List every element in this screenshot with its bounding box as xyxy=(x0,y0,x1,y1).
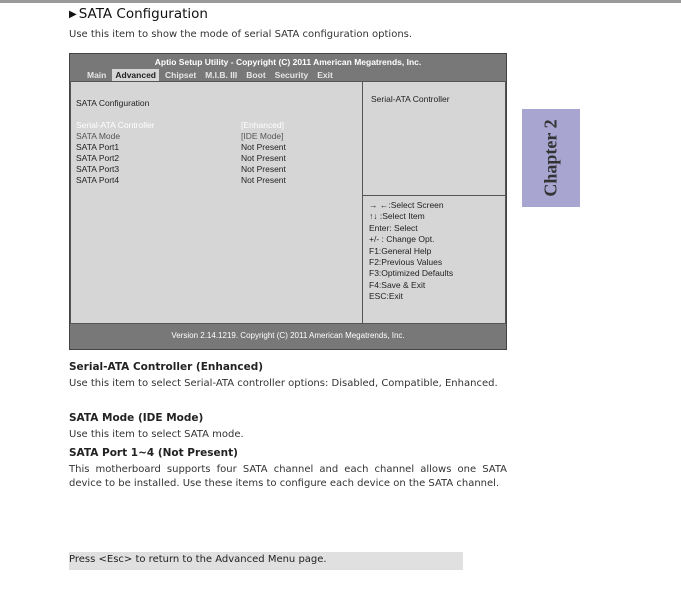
key-help-item: → ←:Select Screen xyxy=(369,200,444,210)
page-heading xyxy=(69,6,208,22)
bios-footer xyxy=(70,324,506,349)
bios-help-panel xyxy=(362,81,506,324)
desc-title-controller: Serial-ATA Controller (Enhanced) xyxy=(69,361,264,373)
bios-version: Version 2.14.1219. Copyright (C) 2011 American Megatrends, Inc. xyxy=(171,331,405,340)
key-help-item: F2:Previous Values xyxy=(369,257,443,268)
option-value: Not Present xyxy=(241,142,286,152)
bios-header xyxy=(70,54,506,81)
help-divider xyxy=(363,195,505,196)
page-heading-text: SATA Configuration xyxy=(78,6,208,22)
key-help-item: +/- : Change Opt. xyxy=(369,234,435,245)
key-help-item: F1:General Help xyxy=(369,245,432,256)
bios-tab-bar xyxy=(84,69,339,81)
key-help-item: F3:Optimized Defaults xyxy=(369,268,454,279)
desc-title-sata-mode: SATA Mode (IDE Mode) xyxy=(69,412,204,424)
bios-tab-main[interactable]: Main xyxy=(87,70,107,80)
desc-title-sata-port: SATA Port 1~4 (Not Present) xyxy=(69,447,238,459)
option-sata-port1 xyxy=(76,142,356,153)
top-rule xyxy=(0,0,681,3)
option-label: SATA Mode xyxy=(76,131,121,141)
option-value: [Enhanced] xyxy=(241,120,285,130)
key-help-list xyxy=(369,200,453,303)
key-help-item: F4:Save & Exit xyxy=(369,279,426,290)
desc-body-sata-port: This motherboard supports four SATA channel and each channel allows one SATA device to be installed. Use these items to configure each device on the SATA channel. xyxy=(69,464,507,489)
option-sata-port3 xyxy=(76,164,356,175)
key-help-item: ESC:Exit xyxy=(369,291,404,302)
bios-tab-mib[interactable]: M.I.B. III xyxy=(205,70,238,80)
intro-text: Use this item to show the mode of serial SATA configuration options. xyxy=(69,29,413,40)
esc-note-text: Press <Esc> to return to the Advanced Menu page. xyxy=(69,554,327,565)
bios-tab-exit[interactable]: Exit xyxy=(317,70,333,80)
bios-screenshot xyxy=(69,53,507,350)
option-value: [IDE Mode] xyxy=(241,131,284,141)
bios-title: Aptio Setup Utility - Copyright (C) 2011 American Megatrends, Inc. xyxy=(154,57,422,67)
bios-tab-security[interactable]: Security xyxy=(274,70,309,80)
chapter-tab xyxy=(522,109,580,207)
desc-body-sata-mode: Use this item to select SATA mode. xyxy=(69,429,244,440)
desc-body-controller: Use this item to select Serial-ATA controller options: Disabled, Compatible, Enhanced. xyxy=(69,378,498,389)
bios-options-panel xyxy=(70,81,363,324)
option-label: SATA Port4 xyxy=(76,175,120,185)
option-value: Not Present xyxy=(241,153,286,163)
key-help-item: ↑↓ :Select Item xyxy=(369,211,425,222)
option-label: SATA Port3 xyxy=(76,164,120,174)
option-sata-port2 xyxy=(76,153,356,164)
section-title: SATA Configuration xyxy=(76,98,150,108)
bios-tab-advanced[interactable]: Advanced xyxy=(112,69,159,81)
option-label: Serial-ATA Controller xyxy=(76,120,155,130)
option-label: SATA Port2 xyxy=(76,153,120,163)
option-label: SATA Port1 xyxy=(76,142,120,152)
bios-tab-boot[interactable]: Boot xyxy=(246,70,266,80)
bios-tab-chipset[interactable]: Chipset xyxy=(165,70,197,80)
key-help-item: Enter: Select xyxy=(369,222,418,233)
option-value: Not Present xyxy=(241,164,286,174)
help-title: Serial-ATA Controller xyxy=(371,94,450,104)
esc-note-bar xyxy=(69,552,463,570)
option-sata-mode[interactable] xyxy=(76,131,356,142)
option-sata-port4 xyxy=(76,175,356,186)
option-value: Not Present xyxy=(241,175,286,185)
triangle-bullet-icon: ▶ xyxy=(69,9,77,20)
chapter-label: Chapter 2 xyxy=(540,119,561,197)
option-serial-ata-controller[interactable] xyxy=(76,120,356,131)
